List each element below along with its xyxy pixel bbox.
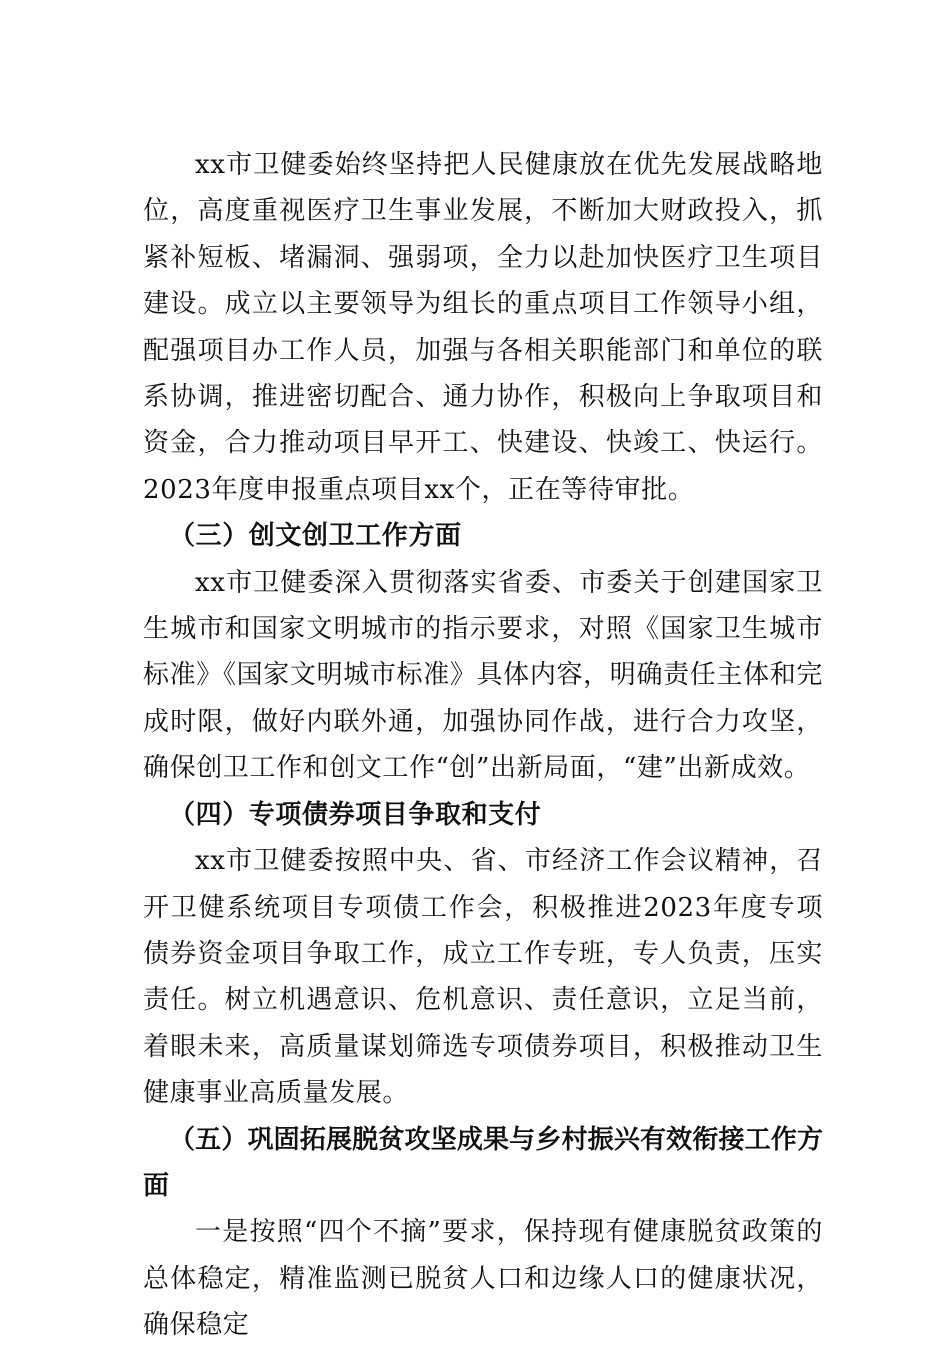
- body-paragraph-poverty-alleviation: 一是按照“四个不摘”要求，保持现有健康脱贫政策的总体稳定，精准监测已脱贫人口和边缘人口的健康状况，确保稳定: [143, 1217, 823, 1341]
- document-body: [143, 142, 823, 1349]
- section-heading-3: （三）创文创卫工作方面: [169, 521, 462, 552]
- section-heading-4: （四）专项债券项目争取和支付: [169, 799, 542, 830]
- body-paragraph-project-construction: xx市卫健委始终坚持把人民健康放在优先发展战略地位，高度重视医疗卫生事业发展，不断加大财政投入，抓紧补短板、堵漏洞、强弱项，全力以赴加快医疗卫生项目建设。成立以主要领导为组长的重点项目工作领导小组，配强项目办工作人员，加强与各相关职能部门和单位的联系协调，推进密切配合、通力协作，积极向上争取项目和资金，合力推动项目早开工、快建设、快竣工、快运行。2023年度申报重点项目xx个，正在等待审批。: [143, 150, 823, 505]
- section-heading-5: （五）巩固拓展脱贫攻坚成果与乡村振兴有效衔接工作方面: [143, 1124, 823, 1201]
- body-paragraph-special-bonds: xx市卫健委按照中央、省、市经济工作会议精神，召开卫健系统项目专项债工作会，积极推进2023年度专项债券资金项目争取工作，成立工作专班，专人负责，压实责任。树立机遇意识、危机意识、责任意识，立足当前，着眼未来，高质量谋划筛选专项债券项目，积极推动卫生健康事业高质量发展。: [143, 846, 823, 1109]
- body-paragraph-civilized-sanitary-city: xx市卫健委深入贯彻落实省委、市委关于创建国家卫生城市和国家文明城市的指示要求，对照《国家卫生城市标准》《国家文明城市标准》具体内容，明确责任主体和完成时限，做好内联外通，加强协同作战，进行合力攻坚，确保创卫工作和创文工作“创”出新局面，“建”出新成效。: [143, 567, 823, 784]
